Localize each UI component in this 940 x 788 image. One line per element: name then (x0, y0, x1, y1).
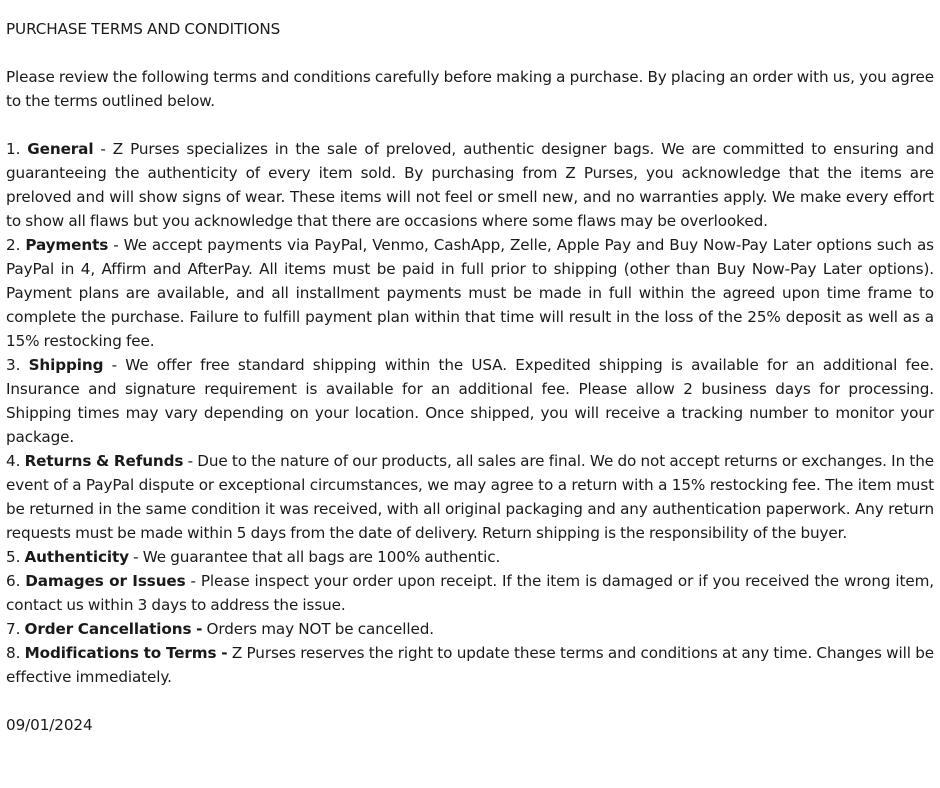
term-heading: Shipping (28, 356, 104, 374)
term-heading: General (27, 140, 94, 158)
page-title: PURCHASE TERMS AND CONDITIONS (6, 20, 281, 38)
term-heading: Returns & Refunds (24, 452, 184, 470)
term-heading: Authenticity (24, 548, 129, 566)
spacer (6, 689, 934, 713)
term-number: 8. (6, 644, 21, 662)
term-shipping (6, 353, 934, 449)
terms-list (6, 137, 934, 689)
term-body: Orders may NOT be cancelled. (202, 620, 435, 638)
term-heading: Payments (25, 236, 109, 254)
term-payments (6, 233, 934, 353)
term-number: 2. (6, 236, 21, 254)
term-body: - We guarantee that all bags are 100% authentic. (128, 548, 501, 566)
term-order-cancellations (6, 617, 934, 641)
spacer (6, 41, 934, 65)
term-heading: Order Cancellations - (24, 620, 203, 638)
term-body: - We accept payments via PayPal, Venmo, CashApp, Zelle, Apple Pay and Buy Now-Pay Later options such as PayPal in 4, Affirm and AfterPay. All items must be paid in full prior to shipping (other than Buy Now-Pay Later options). Payment plans are available, and all installment payments must be made in full within the agreed upon time frame to complete the purchase. Failure to fulfill payment plan within that time will result in the loss of the 25% deposit as well as a 15% restocking fee. (6, 236, 934, 350)
term-body: - Z Purses specializes in the sale of preloved, authentic designer bags. We are committed to ensuring and guaranteeing the authenticity of every item sold. By purchasing from Z Purses, you acknowledge that the items are preloved and will show signs of wear. These items will not feel or smell new, and no warranties apply. We make every effort to show all flaws but you acknowledge that there are occasions where some flaws may be overlooked. (6, 140, 934, 230)
spacer (6, 113, 934, 137)
term-returns-refunds (6, 449, 934, 545)
effective-date: 09/01/2024 (6, 716, 93, 734)
term-body: - We offer free standard shipping within the USA. Expedited shipping is available for an additional fee. Insurance and signature requirement is available for an additional fee. Please allow 2 business days for processing. Shipping times may vary depending on your location. Once shipped, you will receive a tracking number to monitor your package. (6, 356, 934, 446)
term-body: - Due to the nature of our products, all sales are final. We do not accept returns or exchanges. In the event of a PayPal dispute or exceptional circumstances, we may agree to a return with a 15% restocking fee. The item must be returned in the same condition it was received, with all original packaging and any authentication paperwork. Any return requests must be made within 5 days from the date of delivery. Return shipping is the responsibility of the buyer. (6, 452, 934, 542)
term-number: 3. (6, 356, 21, 374)
term-general (6, 137, 934, 233)
term-body: Z Purses reserves the right to update these terms and conditions at any time. Changes will be effective immediately. (6, 644, 934, 686)
term-body: - Please inspect your order upon receipt. If the item is damaged or if you received the wrong item, contact us within 3 days to address the issue. (6, 572, 934, 614)
term-damages-issues (6, 569, 934, 617)
term-number: 5. (6, 548, 21, 566)
term-number: 6. (6, 572, 21, 590)
term-number: 1. (6, 140, 21, 158)
term-number: 4. (6, 452, 21, 470)
intro-paragraph: Please review the following terms and conditions carefully before making a purchase. By placing an order with us, you agree to the terms outlined below. (6, 68, 934, 110)
term-number: 7. (6, 620, 21, 638)
term-authenticity (6, 545, 934, 569)
term-heading: Modifications to Terms - (24, 644, 228, 662)
term-modifications (6, 641, 934, 689)
term-heading: Damages or Issues (25, 572, 186, 590)
